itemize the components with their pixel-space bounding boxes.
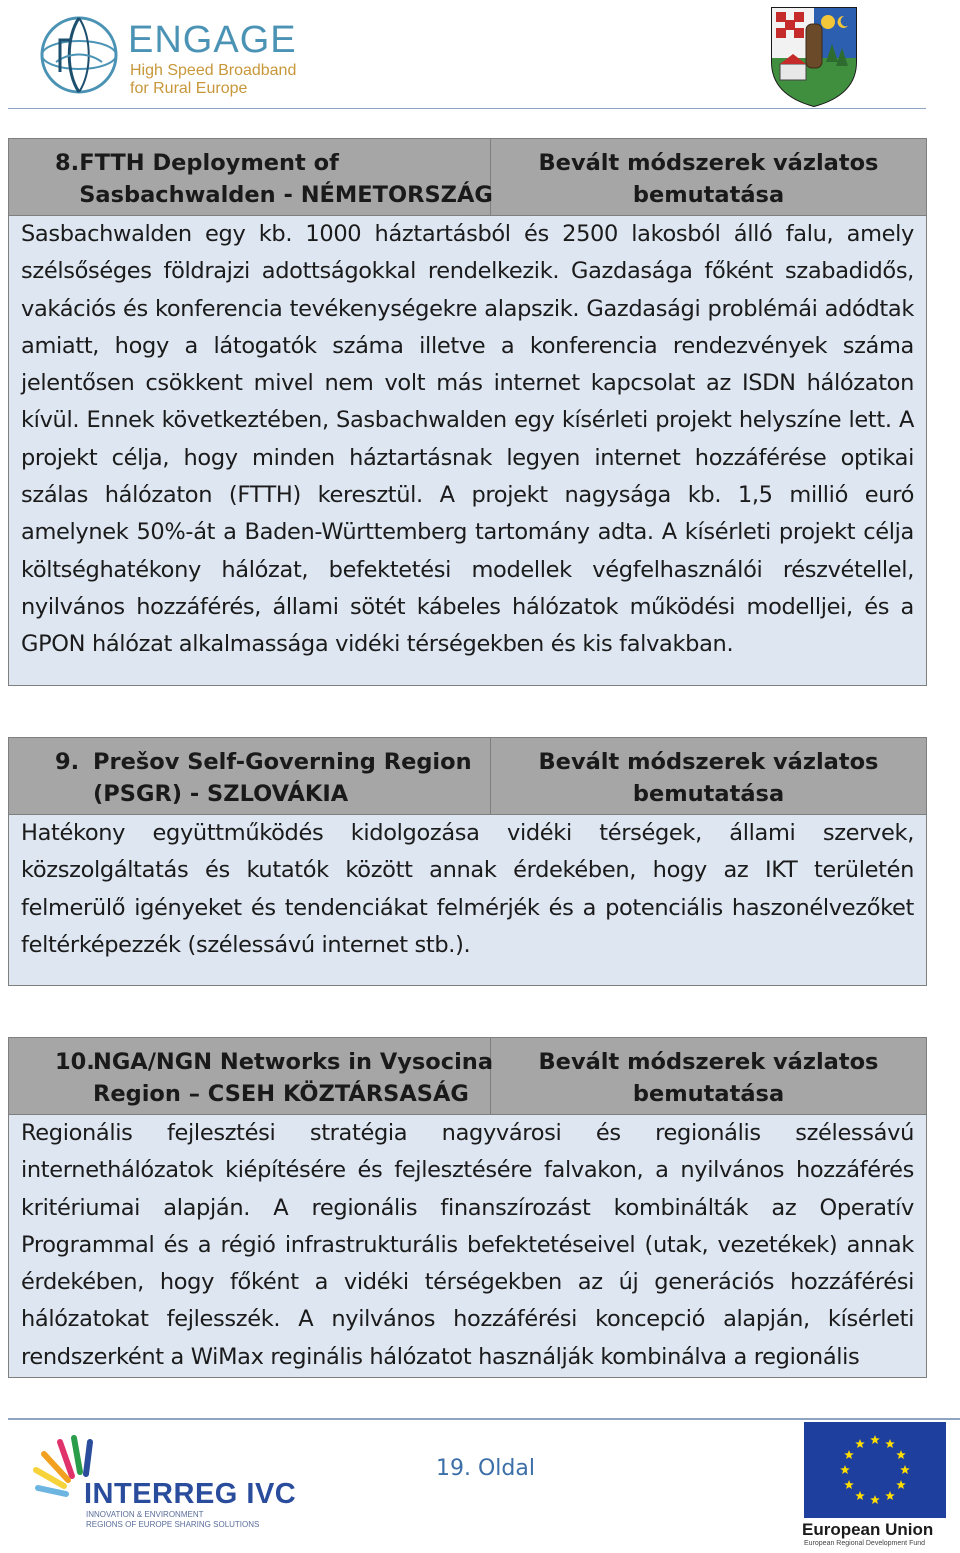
case-title-cell — [9, 738, 491, 814]
eu-star-icon — [870, 1435, 880, 1444]
eu-flag-icon — [804, 1422, 946, 1518]
page-header — [0, 0, 960, 112]
eu-star-icon — [844, 1450, 854, 1459]
eu-star-icon — [870, 1495, 880, 1504]
case-number: 8. — [55, 150, 80, 176]
coat-of-arms-icon — [766, 4, 862, 108]
case-header — [9, 139, 926, 216]
case-title-cell — [9, 139, 491, 215]
case-block-9 — [8, 737, 927, 986]
eu-star-icon — [885, 1439, 895, 1448]
eu-star-icon — [855, 1439, 865, 1448]
eu-star-icon — [840, 1465, 850, 1474]
case-title: FTTH Deployment of Sasbachwalden - NÉMETORSZÁG — [79, 150, 493, 208]
interreg-subtitle: INNOVATION & ENVIRONMENT REGIONS OF EUROPE SHARING SOLUTIONS — [86, 1510, 260, 1529]
eu-logo — [800, 1422, 950, 1552]
case-title: NGA/NGN Networks in Vysocina Region – CSEH KÖZTÁRSASÁG — [93, 1049, 494, 1107]
case-label: Bevált módszerek vázlatos bemutatása — [538, 1049, 879, 1107]
header-divider — [8, 108, 926, 109]
eu-name: European Union — [802, 1520, 934, 1539]
interreg-title: INTERREG IVC — [84, 1478, 297, 1510]
eu-star-icon — [896, 1450, 906, 1459]
case-number: 10. — [55, 1049, 95, 1075]
case-block-8 — [8, 138, 927, 686]
case-body-text: Sasbachwalden egy kb. 1000 háztartásból és 2500 lakosból álló falu, amely szélsőséges földrajzi adottságokkal rendelkezik. Gazdasága főként szabadidős, vakációs és konferencia tevékenységekre alapszik. Gazdasági problémái adódtak amiatt, hogy a látogatók száma illetve a konferencia rendezvények száma jelentősen csökkent mivel nem volt más internet kapcsolat az ISDN hálózaton kívül. Ennek következtében, Sasbachwalden egy kísérleti projekt helyszíne lett. A projekt célja, hogy minden háztartásnak legyen internet hozzáférése optikai szálas hálózaton (FTTH) keresztül. A projekt nagysága kb. 1,5 millió euró amelynek 50%-át a Baden-Württemberg tartomány adta. A kísérleti projekt célja költséghatékony hálózat, befektetési modellek végfelhasználói részvétellel, nyilvános hozzáférés, állami sötét kábeles hálózatok működési modelljei, és a GPON hálózat alkalmassága vidéki térségekben és kis falvakban. — [21, 221, 914, 658]
eu-star-icon — [896, 1480, 906, 1489]
eu-star-icon — [885, 1491, 895, 1500]
engage-title: ENGAGE — [128, 19, 297, 61]
eu-star-icon — [844, 1480, 854, 1489]
eu-star-icon — [855, 1491, 865, 1500]
eu-subtitle: European Regional Development Fund — [804, 1540, 926, 1547]
footer-divider — [8, 1418, 960, 1420]
case-label: Bevált módszerek vázlatos bemutatása — [538, 749, 879, 807]
engage-globe-icon — [36, 12, 122, 98]
case-title-cell — [9, 1038, 494, 1114]
case-header — [9, 738, 926, 815]
eu-stars-icon — [804, 1422, 946, 1518]
case-block-10 — [8, 1037, 927, 1378]
page-number: 19. Oldal — [436, 1456, 535, 1481]
eu-star-icon — [900, 1465, 910, 1474]
interreg-logo — [30, 1432, 310, 1537]
case-body-text: Regionális fejlesztési stratégia nagyvárosi és regionális szélessávú internethálózatok kiépítésére és fejlesztésére falvakon, a nyilvános hozzáférés kritériumai alapján. A regionális finanszírozást kombinálták az Operatív Programmal és a régió infrastrukturális befektetéseivel (utak, vezetékek) annak érdekében, hogy főként a vidéki térségekben az új generációs hozzáférési hálózatokat fejlesszék. A nyilvános hozzáférési koncepció alapján, kísérleti rendszerként a WiMax reginális hálózatot használják kombinálva a regionális — [21, 1120, 914, 1370]
engage-subtitle: High Speed Broadband for Rural Europe — [130, 62, 297, 97]
case-number: 9. — [55, 749, 80, 775]
case-body-text: Hatékony együttműködés kidolgozása vidéki térségek, állami szervek, közszolgáltatás és kutatók között annak érdekében, hogy az IKT területén felmerülő igényeket és tendenciákat felmérjék és a potenciális haszonélvezőket feltérképezzék (szélessávú internet stb.). — [21, 820, 914, 958]
engage-logo — [36, 10, 297, 98]
case-title: Prešov Self-Governing Region (PSGR) - SZLOVÁKIA — [93, 749, 472, 807]
case-label: Bevált módszerek vázlatos bemutatása — [538, 150, 879, 208]
case-header — [9, 1038, 926, 1115]
